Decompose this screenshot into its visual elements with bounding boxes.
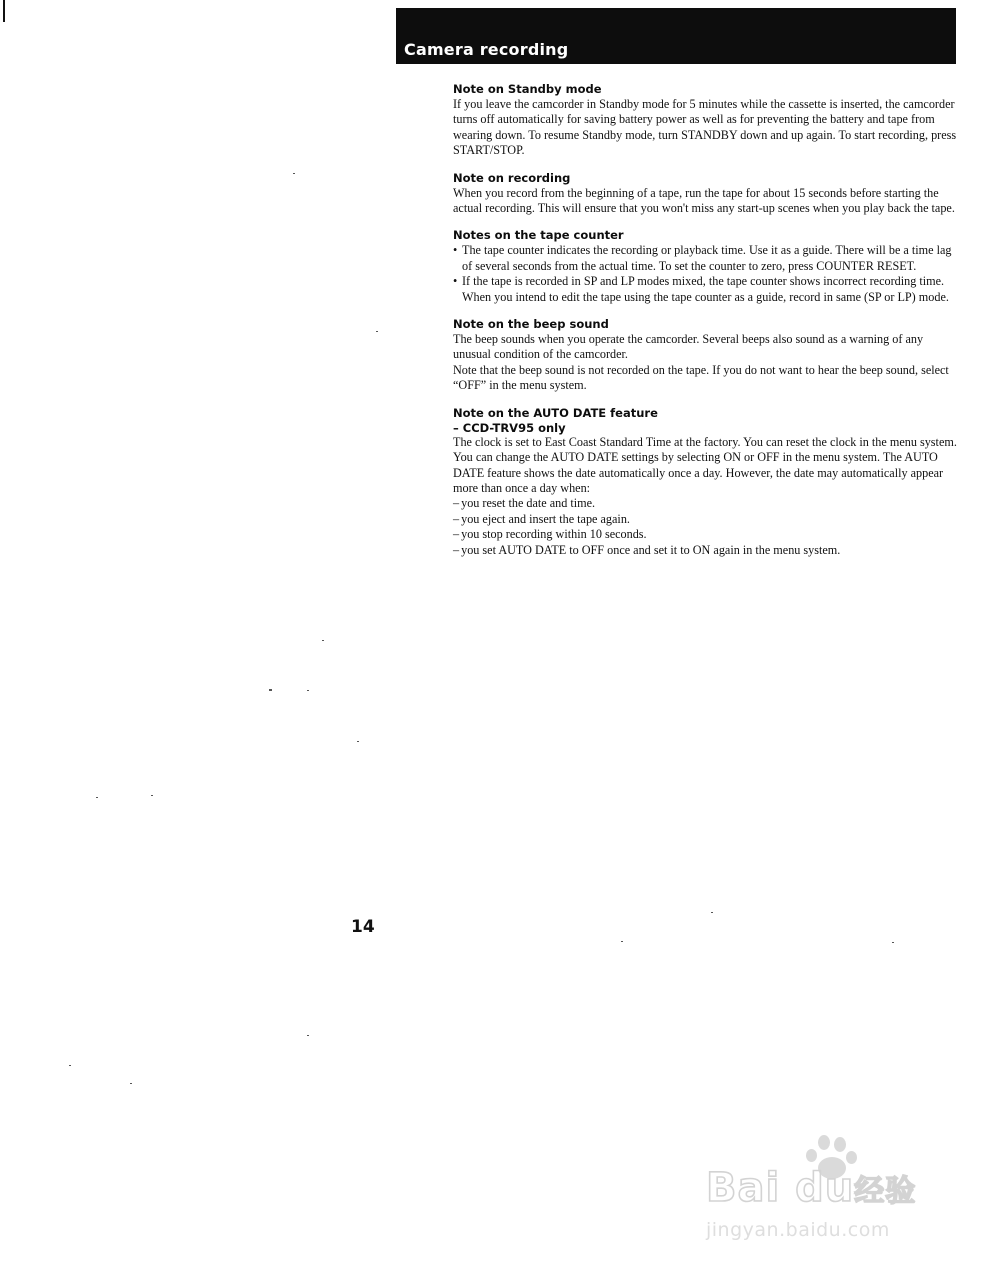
scan-speck: [892, 942, 894, 943]
scan-speck: [307, 690, 309, 691]
section-heading: Note on Standby mode: [453, 82, 602, 96]
watermark-brand-suffix: 经验: [854, 1174, 917, 1209]
scan-speck: [322, 640, 324, 641]
section-title: Camera recording: [404, 40, 569, 59]
paragraph: Note that the beep sound is not recorded on the tape. If you do not want to hear the beep sound, select “OFF” in the menu system.: [453, 362, 949, 393]
section-subheading: – CCD-TRV95 only: [453, 420, 566, 435]
paragraph: The beep sounds when you operate the camcorder. Several beeps also sound as a warning of any unusual condition of the camcorder.: [453, 332, 924, 362]
scan-speck: [621, 941, 623, 942]
baidu-jingyan-watermark: [706, 1135, 938, 1245]
bullet-item: • The tape counter indicates the recording or playback time. Use it as a guide. There will be a time lag of several seconds from the actual time. To set the counter to zero, press COUNTER RESET.: [453, 243, 958, 274]
paragraph: If you leave the camcorder in Standby mode for 5 minutes while the cassette is inserted, the camcorder turns off automatically for saving battery power as well as for preventing the battery and tape from wearing down. To resume Standby mode, turn STANDBY down and up again. To start recording, press START/STOP.: [453, 97, 957, 158]
watermark-brand-text: Bai du: [706, 1165, 855, 1211]
scan-speck: [293, 173, 295, 174]
section-tape-counter: [453, 228, 958, 305]
dash-list: [453, 496, 958, 558]
paragraph: When you record from the beginning of a tape, run the tape for about 15 seconds before starting the actual recording. This will ensure that you won't miss any start-up scenes when you play back the tape.: [453, 185, 955, 216]
section-standby-mode: [453, 82, 958, 159]
scan-edge-mark: [3, 0, 5, 22]
scan-speck: [307, 1035, 309, 1036]
section-header-bar: [396, 8, 956, 64]
section-heading: Note on the AUTO DATE feature: [453, 405, 658, 420]
manual-content: [453, 82, 958, 570]
section-recording: [453, 171, 958, 217]
scan-speck: [711, 912, 713, 913]
section-heading: Note on recording: [453, 170, 571, 185]
dash-item: – you set AUTO DATE to OFF once and set it to ON again in the menu system.: [453, 543, 958, 558]
watermark-url: jingyan.baidu.com: [706, 1219, 890, 1241]
dash-item: – you eject and insert the tape again.: [453, 512, 958, 527]
bullet-list: [453, 243, 958, 305]
section-auto-date: [453, 406, 958, 558]
scan-speck: [376, 331, 378, 332]
scan-speck: [69, 1065, 71, 1066]
paragraph: The clock is set to East Coast Standard Time at the factory. You can reset the clock in the menu system. You can change the AUTO DATE settings by selecting ON or OFF in the menu system. The AUTO DATE feature shows the date automatically once a day. However, the date may automatically appear more than once a day when:: [453, 434, 957, 495]
scan-speck: [96, 797, 98, 798]
dash-item: – you stop recording within 10 seconds.: [453, 527, 958, 542]
section-heading: Note on the beep sound: [453, 317, 609, 332]
dash-item: – you reset the date and time.: [453, 496, 958, 511]
scan-speck: [130, 1083, 132, 1084]
section-beep-sound: [453, 317, 958, 394]
scan-speck: [357, 741, 359, 742]
scan-speck: [151, 795, 153, 796]
scan-speck: [269, 689, 272, 691]
page-number: 14: [351, 917, 375, 937]
watermark-brand: [706, 1165, 916, 1211]
section-heading: Notes on the tape counter: [453, 228, 624, 243]
bullet-item: • If the tape is recorded in SP and LP modes mixed, the tape counter shows incorrect recording time. When you intend to edit the tape using the tape counter as a guide, record in same (SP or LP) mode.: [453, 274, 958, 305]
